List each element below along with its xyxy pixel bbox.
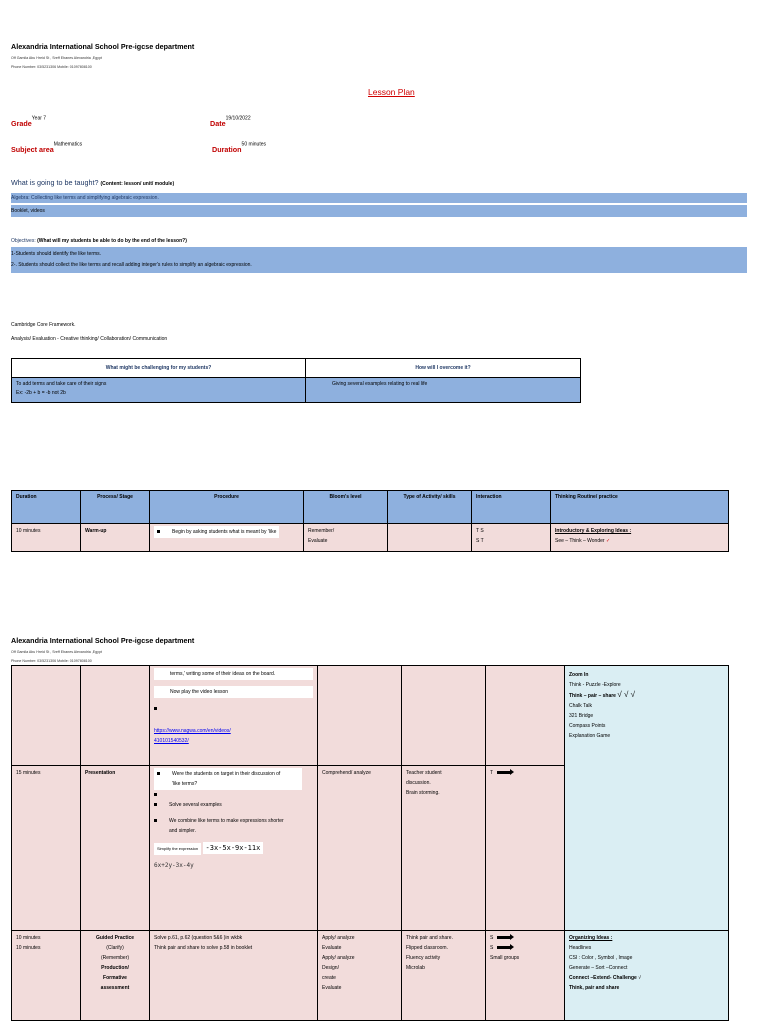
bullet-icon — [154, 707, 157, 710]
bullet-icon — [154, 819, 157, 822]
taught-label: What is going to be taught? — [11, 178, 99, 187]
taught-line-1: Algebra: Collecting like terms and simplifying algebraic expression. — [11, 193, 747, 203]
objective-1: 1-Students should identify the like terms. — [11, 251, 102, 257]
framework-items: Analysis/ Evaluation - Creative thinking/ Collaboration/ Communication — [11, 336, 168, 342]
school-name: Alexandria International School Pre-igcse department — [11, 42, 195, 51]
school-phone: Phone Number: 03/5231306 Mobile: 01097808100 — [11, 65, 92, 69]
check-icon: ✓ — [605, 538, 611, 544]
duration-value: 50 minutes — [241, 141, 267, 148]
subject-value: Mathematics — [53, 141, 83, 148]
col-interaction: Interaction — [472, 491, 551, 524]
col-stage: Process/ Stage — [81, 491, 150, 524]
taught-hint: (Content: lesson/ unit/ module) — [100, 181, 175, 187]
procedure-table-continued — [11, 665, 729, 1021]
cont-activity — [402, 666, 486, 766]
pres-bloom: Comprehend/ analyze — [318, 766, 402, 931]
school-address: Off Gamila Abu Hreid St , Sreff Ebanes Alexandria ,Egypt — [11, 56, 102, 60]
objectives-band — [11, 247, 747, 273]
check-icon: √ √ √ — [617, 690, 635, 699]
cont-bloom — [318, 666, 402, 766]
col-bloom: Bloom's level — [304, 491, 388, 524]
guided-duration: 10 minutes 10 minutes — [12, 931, 81, 1021]
math-expression-1: -3x-5x-9x-11x — [203, 842, 264, 854]
date-label: Date — [210, 119, 226, 128]
pres-stage: Presentation — [81, 766, 150, 931]
challenge-table — [11, 358, 581, 403]
arrow-right-icon — [497, 946, 511, 949]
date-value: 19/10/2022 — [225, 115, 251, 122]
pres-interaction: T — [486, 766, 565, 931]
row1-routine: Introductory & Exploring Ideas : See – Think – Wonder ✓ — [551, 524, 729, 552]
date-field — [210, 113, 251, 131]
video-link-2[interactable]: 410101540532/ — [154, 738, 189, 744]
math-expression-2: 6x+2y-3x-4y — [154, 862, 194, 869]
bullet-icon — [154, 793, 157, 796]
duration-label: Duration — [212, 145, 242, 154]
guided-interaction: S S Small groups — [486, 931, 565, 1021]
overcome-cell: Giving several examples relating to real life — [306, 378, 581, 403]
framework-title: Cambridge Core Framework. — [11, 322, 76, 328]
subject-field — [11, 139, 82, 157]
row1-bloom: Remember/ Evaluate — [304, 524, 388, 552]
school-address-p2: Off Gamila Abu Hreid St , Sreff Ebanes Alexandria ,Egypt — [11, 650, 102, 654]
overcome-header: How will I overcome it? — [306, 359, 581, 378]
objectives-question: Objectives: (What will my students be able to do by the end of the lesson?) — [11, 238, 187, 244]
guided-routine: Organizing Ideas : Headlines CSI : Color , Symbol , Image Generate – Sort –Connect Connect –Extend- Challenge √ Think, pair and share — [565, 931, 729, 1021]
row1-procedure: Begin by asking students what is meant by 'like — [150, 524, 304, 552]
grade-label: Grade — [11, 119, 32, 128]
col-duration: Duration — [12, 491, 81, 524]
taught-question — [11, 178, 174, 187]
video-link[interactable]: https://www.nagwa.com/en/videos/ — [154, 728, 231, 734]
page-title: Lesson Plan — [368, 87, 415, 97]
guided-stage: Guided Practice (Clarify) (Remember) Production/ Formative assessment — [81, 931, 150, 1021]
cont-duration — [12, 666, 81, 766]
objective-2: 2-. Students should collect the like terms and recall adding integer's rules to simplify an algebraic expression. — [11, 262, 252, 268]
check-icon: √ — [638, 975, 641, 981]
bullet-icon — [154, 803, 157, 806]
row1-interaction: T S S T — [472, 524, 551, 552]
bullet-icon — [157, 772, 160, 775]
challenge-header: What might be challenging for my students? — [12, 359, 306, 378]
arrow-right-icon — [497, 771, 511, 774]
row1-stage: Warm-up — [81, 524, 150, 552]
row1-activity — [388, 524, 472, 552]
objectives-label: Objectives: — [11, 238, 36, 244]
cont-interaction — [486, 666, 565, 766]
school-name-p2: Alexandria International School Pre-igcse department — [11, 636, 195, 645]
bullet-icon — [157, 530, 160, 533]
taught-line-2: Booklet, videos — [11, 205, 747, 217]
col-procedure: Procedure — [150, 491, 304, 524]
procedure-table — [11, 490, 729, 552]
guided-bloom: Apply/ analyze Evaluate Apply/ analyze Design/ create Evaluate — [318, 931, 402, 1021]
col-routine: Thinking Routine/ practice — [551, 491, 729, 524]
pres-activity: Teacher student discussion. Brain storming. — [402, 766, 486, 931]
guided-procedure: Solve p.61, p.62 (question 5&6 )in wkbk Think pair and share to solve p.58 in booklet — [150, 931, 318, 1021]
grade-value: Year 7 — [31, 115, 47, 122]
subject-label: Subject area — [11, 145, 54, 154]
cont-stage — [81, 666, 150, 766]
cont-procedure: terms,' writing some of their ideas on the board. Now play the video lesson https://www.nagwa.com/en/videos/ 410101540532/ — [150, 666, 318, 766]
grade-field — [11, 113, 46, 131]
cont-routine: Zoom In Think - Puzzle -Explore Think – pair – share √ √ √ Chalk Talk 321 Bridge Compass Points Explanation Game — [565, 666, 729, 931]
col-activity: Type of Activity/ skills — [388, 491, 472, 524]
guided-activity: Think pair and share. Flipped classroom. Fluency activity Microlab — [402, 931, 486, 1021]
arrow-right-icon — [497, 936, 511, 939]
challenge-cell: To add terms and take care of their signs Ex: -2b + b = -b not 2b — [12, 378, 306, 403]
duration-field — [212, 139, 266, 157]
row1-duration: 10 minutes — [12, 524, 81, 552]
pres-procedure: Were the students on target in their discussion of 'like terms? Solve several examples We combine like terms to make expressions shorter and simpler. Simplify the expression -3x-5x-9x-11x 6x+2y-3x-4y — [150, 766, 318, 931]
pres-duration: 15 minutes — [12, 766, 81, 931]
school-phone-p2: Phone Number: 03/5231306 Mobile: 01097808100 — [11, 659, 92, 663]
